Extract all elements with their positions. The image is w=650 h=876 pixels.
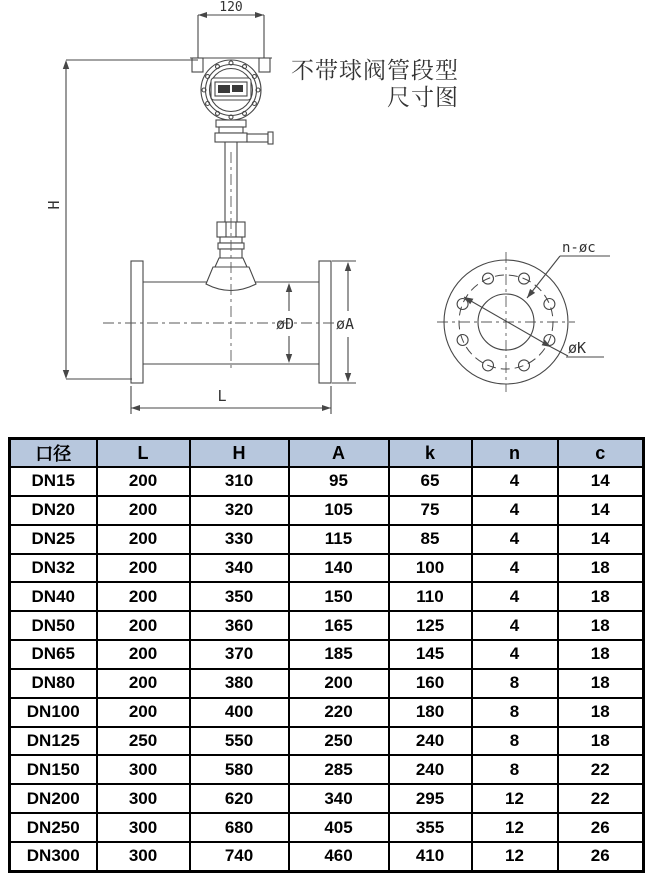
- table-cell: 200: [97, 525, 190, 554]
- table-cell: 320: [190, 496, 289, 525]
- table-cell: 300: [97, 755, 190, 784]
- table-cell: 12: [472, 813, 558, 842]
- table-cell: 200: [97, 640, 190, 669]
- table-cell: 310: [190, 467, 289, 496]
- table-cell: 350: [190, 582, 289, 611]
- table-cell: 550: [190, 727, 289, 756]
- table-cell: 14: [558, 496, 644, 525]
- table-row: [10, 698, 644, 727]
- table-cell: 250: [97, 727, 190, 756]
- dim-height: [45, 60, 198, 379]
- table-cell: 200: [97, 496, 190, 525]
- table-cell: 26: [558, 813, 644, 842]
- table-cell: 220: [289, 698, 389, 727]
- drawing-title-line1: 不带球阀管段型: [291, 57, 459, 83]
- table-cell: 100: [389, 554, 472, 583]
- table-cell: 680: [190, 813, 289, 842]
- col-header-0: 口径: [10, 439, 97, 468]
- dim-bore: [276, 283, 294, 363]
- table-cell: 4: [472, 554, 558, 583]
- table-cell: 740: [190, 842, 289, 872]
- table-cell: 105: [289, 496, 389, 525]
- table-header-row: [10, 439, 644, 468]
- table-cell: 300: [97, 813, 190, 842]
- table-cell: 110: [389, 582, 472, 611]
- table-cell: 340: [289, 784, 389, 813]
- table-cell: 140: [289, 554, 389, 583]
- table-cell: 620: [190, 784, 289, 813]
- row-label: DN300: [10, 842, 97, 872]
- table-cell: 295: [389, 784, 472, 813]
- row-label: DN80: [10, 669, 97, 698]
- col-header-2: H: [190, 439, 289, 468]
- table-cell: 14: [558, 467, 644, 496]
- table-cell: 4: [472, 467, 558, 496]
- dim-top-width: [198, 0, 264, 58]
- table-cell: 380: [190, 669, 289, 698]
- left-flange: [131, 261, 143, 383]
- row-label: DN40: [10, 582, 97, 611]
- table-cell: 4: [472, 525, 558, 554]
- bolt-holes-label: n-øc: [562, 240, 596, 256]
- table-cell: 22: [558, 784, 644, 813]
- table-cell: 75: [389, 496, 472, 525]
- table-row: [10, 554, 644, 583]
- dim-top-width-label: 120: [219, 0, 243, 15]
- technical-drawing: [0, 0, 650, 437]
- dim-length: [131, 386, 331, 414]
- table-cell: 580: [190, 755, 289, 784]
- table-cell: 18: [558, 669, 644, 698]
- neck-flange: [215, 133, 247, 142]
- dim-length-label: L: [217, 387, 227, 405]
- row-label: DN15: [10, 467, 97, 496]
- col-header-1: L: [97, 439, 190, 468]
- table-body: [10, 467, 644, 872]
- dim-bore-label: øD: [276, 315, 295, 333]
- table-row: [10, 842, 644, 872]
- row-label: DN25: [10, 525, 97, 554]
- table-cell: 300: [97, 842, 190, 872]
- bolt-circle-label: øK: [568, 339, 587, 357]
- table-cell: 200: [97, 669, 190, 698]
- dim-height-label: H: [45, 200, 63, 210]
- table-cell: 125: [389, 611, 472, 640]
- flange-front-view: [437, 240, 610, 392]
- table-cell: 370: [190, 640, 289, 669]
- display-window: [211, 78, 251, 100]
- table-cell: 8: [472, 698, 558, 727]
- table-cell: 18: [558, 611, 644, 640]
- table-cell: 200: [97, 611, 190, 640]
- table-cell: 240: [389, 755, 472, 784]
- table-row: [10, 813, 644, 842]
- table-row: [10, 727, 644, 756]
- table-cell: 18: [558, 554, 644, 583]
- table-row: [10, 496, 644, 525]
- col-header-4: k: [389, 439, 472, 468]
- row-label: DN20: [10, 496, 97, 525]
- table-cell: 330: [190, 525, 289, 554]
- table-cell: 410: [389, 842, 472, 872]
- row-label: DN65: [10, 640, 97, 669]
- table-cell: 18: [558, 640, 644, 669]
- table-cell: 240: [389, 727, 472, 756]
- table-cell: 26: [558, 842, 644, 872]
- table-row: [10, 611, 644, 640]
- table-cell: 12: [472, 842, 558, 872]
- table-cell: 200: [97, 554, 190, 583]
- row-label: DN125: [10, 727, 97, 756]
- table-cell: 340: [190, 554, 289, 583]
- table-cell: 360: [190, 611, 289, 640]
- table-cell: 18: [558, 727, 644, 756]
- table-cell: 8: [472, 755, 558, 784]
- table-cell: 285: [289, 755, 389, 784]
- dim-flange-od: [332, 261, 356, 383]
- table-cell: 115: [289, 525, 389, 554]
- row-label: DN100: [10, 698, 97, 727]
- table-cell: 460: [289, 842, 389, 872]
- col-header-6: c: [558, 439, 644, 468]
- table-cell: 150: [289, 582, 389, 611]
- drawing-title-line2: 尺寸图: [387, 84, 459, 110]
- col-header-3: A: [289, 439, 389, 468]
- table-cell: 200: [97, 582, 190, 611]
- table-cell: 85: [389, 525, 472, 554]
- table-cell: 250: [289, 727, 389, 756]
- row-label: DN200: [10, 784, 97, 813]
- table-row: [10, 582, 644, 611]
- table-row: [10, 784, 644, 813]
- table-cell: 22: [558, 755, 644, 784]
- table-cell: 145: [389, 640, 472, 669]
- table-cell: 14: [558, 525, 644, 554]
- row-label: DN50: [10, 611, 97, 640]
- row-label: DN32: [10, 554, 97, 583]
- row-label: DN250: [10, 813, 97, 842]
- table-cell: 12: [472, 784, 558, 813]
- table-cell: 65: [389, 467, 472, 496]
- table-row: [10, 669, 644, 698]
- table-cell: 355: [389, 813, 472, 842]
- table-cell: 200: [97, 467, 190, 496]
- table-cell: 160: [389, 669, 472, 698]
- transmitter-head: [190, 58, 272, 120]
- table-row: [10, 525, 644, 554]
- table-cell: 200: [289, 669, 389, 698]
- right-flange: [319, 261, 331, 383]
- table-cell: 180: [389, 698, 472, 727]
- table-cell: 4: [472, 496, 558, 525]
- table-cell: 18: [558, 582, 644, 611]
- table-row: [10, 755, 644, 784]
- table-cell: 8: [472, 669, 558, 698]
- table-row: [10, 467, 644, 496]
- col-header-5: n: [472, 439, 558, 468]
- table-cell: 4: [472, 582, 558, 611]
- table-cell: 400: [190, 698, 289, 727]
- table-cell: 405: [289, 813, 389, 842]
- drawing-title: [291, 57, 469, 111]
- table-cell: 165: [289, 611, 389, 640]
- dimension-table: [8, 437, 645, 873]
- table-cell: 4: [472, 640, 558, 669]
- table-cell: 4: [472, 611, 558, 640]
- table-cell: 18: [558, 698, 644, 727]
- cable-gland: [247, 134, 268, 142]
- dim-flange-od-label: øA: [336, 315, 355, 333]
- table-cell: 200: [97, 698, 190, 727]
- neck-and-stem: [215, 120, 273, 222]
- table-cell: 8: [472, 727, 558, 756]
- table-cell: 300: [97, 784, 190, 813]
- table-cell: 185: [289, 640, 389, 669]
- table-cell: 95: [289, 467, 389, 496]
- table-row: [10, 640, 644, 669]
- row-label: DN150: [10, 755, 97, 784]
